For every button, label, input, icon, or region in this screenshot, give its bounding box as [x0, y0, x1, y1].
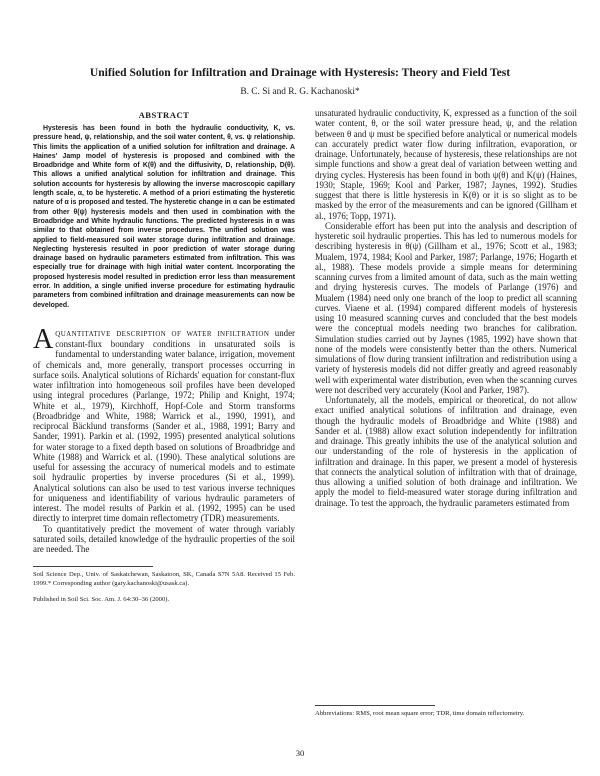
abstract-text: Hysteresis has been found in both the hydraulic conductivity, K, vs. pressure head, ψ, relationship, and the soil water content, θ, vs. ψ relationship. This limits the application of a unified solution for infiltration and drainage. A Haines' Jamp model of hysteresis is proposed and combined with the Broadbridge and White form of K(θ) and the diffusivity, D, relationship, D(θ). This allows a unified analytical solution for infiltration and drainage. This solution accounts for hysteresis by allowing the inverse macroscopic capillary length scale, α, to be hysteretic. A method of a priori estimating the hysteretic nature of α is proposed and tested. The hysteretic change in α can be estimated from other θ(ψ) hysteresis models and then used in combination with the Broadbridge and White hydraulic functions. The predicted hysteresis in α was similar to that obtained from inverse procedures. The unified solution was applied to field-measured soil water storage during infiltration and drainage. Neglecting hysteresis resulted in poor prediction of water storage during drainage based on hydraulic parameters estimated from infiltration. This was especially true for drainage with high initial water content. Incorporating the proposed hysteresis model resulted in prediction error less than measurement error. In addition, a single unified inverse procedure for estimating hydraulic parameters from combined infiltration and drainage measurements can now be developed. [33, 125, 295, 309]
abbreviations-divider [315, 705, 435, 706]
abstract-heading: ABSTRACT [138, 110, 190, 120]
intro-section [33, 323, 295, 555]
intro-paragraph-1 [33, 323, 295, 524]
right-paragraph-3: Unfortunately, all the models, empirical or theoretical, do not allow exact unified analytical solutions of infiltration and drainage, even though the hydraulic models of Broadbridge and White (1988) and Sander et al. (1988) allow exact solution independently for infiltration and drainage. This greatly inhibits the use of the analytical solution and our understanding of the role of hysteresis in the application of infiltration and drainage. In this paper, we present a model of hysteresis that connects the analytical solution of infiltration with that of drainage, thus allowing a unified solution of both drainage and infiltration. We apply the model to field-measured water storage during infiltration and drainage. To test the approach, the hydraulic parameters estimated from [315, 395, 577, 508]
right-paragraph-2: Considerable effort has been put into the analysis and description of hysteretic soil hydraulic properties. This has led to numerous models for describing hysteresis in θ(ψ) (Gillham et al., 1976; Scott et al., 1983; Mualem, 1974, 1984; Kool and Parker, 1987; Parlange, 1976; Hogarth et al., 1988). These models provide a simple means for determining scanning curves from a limited amount of data, such as the main wetting and drying hysteresis curves. The models of Parlange (1976) and Mualem (1984) need only one branch of the loop to predict all scanning curves. Viaene et al. (1994) compared different models of hysteresis using 10 measured scanning curves and concluded that the best models were the conceptual models needing two branches for calibration. Simulation studies carried out by Jaynes (1985, 1992) have shown that none of the models were consistently better than the others. Numerical simulations of flow during transient infiltration and redistribution using a variety of hysteresis models did not differ greatly and agreed reasonably well with experimental water distribution, even when the scanning curves were not described very accurately (Kool and Parker, 1987). [315, 220, 577, 395]
author-line: B. C. Si and R. G. Kachanoski* [240, 87, 360, 97]
footnote-divider [33, 566, 153, 567]
drop-cap: A [33, 323, 54, 355]
paper-title: Unified Solution for Infiltration and Drainage with Hysteresis: Theory and Field Test [89, 66, 511, 79]
left-column [33, 110, 295, 603]
intro-paragraph-2: To quantitatively predict the movement of water through variably saturated soils, detailed knowledge of the hydraulic properties of the soil are needed. The [33, 523, 295, 555]
affiliation-footnote: Soil Science Dep., Univ. of Saskatchewan, Saskatoon, SK, Canada S7N 5A8. Received 15 Feb. 1999.* Corresponding author (gary.kachanoski@usask.ca). [33, 571, 295, 587]
intro-paragraph-1-text: under constant-flux boundary conditions in unsaturated soils is fundamental to understanding water balance, irrigation, movement of chemicals and, more generally, transport processes occurring in surface soils. Analytical solutions of Richards' equation for constant-flux water infiltration into homogeneous soil profiles have been developed using integral procedures (Parlange, 1972; Philip and Knight, 1974; White et al., 1979), Kirchhoff, Hopf-Cole and Storm transforms (Broadbridge and White, 1988; Warrick et al., 1990, 1991), and reciprocal Bäcklund transforms (Sander et al., 1988, 1991; Barry and Sander, 1991). Parkin et al. (1992, 1995) presented analytical solutions for water storage to a fixed depth based on solutions of Broadbridge and White (1988) and Warrick et al. (1990). These analytical solutions are useful for assessing the accuracy of numerical models and to estimate soil hydraulic properties by inverse procedures (Si et al., 1999). Analytical solutions can also be used to test various inverse techniques for uniqueness and identifiability of various hydraulic parameters of interest. The model results of Parkin et al. (1992, 1995) can be used directly to interpret time domain reflectometry (TDR) measurements. [33, 327, 295, 524]
page-number: 30 [295, 748, 305, 758]
abbreviations-note: Abbreviations: RMS, root mean square error; TDR, time domain reflectometry. [315, 710, 525, 717]
right-paragraph-1: unsaturated hydraulic conductivity, K, expressed as a function of the soil water content, θ, or the soil water pressure head, ψ, and the relation between θ and ψ must be specified before analytical or numerical models can accurately predict water flow during infiltration, evaporation, or drainage. Unfortunately, because of hysteresis, these relationships are not simple functions and show a great deal of variation between wetting and drying cycles. Hysteresis has been found in both ψ(θ) and K(ψ) (Haines, 1930; Staple, 1969; Kool and Parker, 1987; Jaynes, 1992). Studies suggest that there is little hysteresis in K(θ) or it is so slight as to be masked by the error of the measurements and can be ignored (Gillham et al., 1976; Topp, 1971). [315, 108, 577, 221]
publication-note: Published in Soil Sci. Soc. Am. J. 64:30–36 (2000). [33, 596, 170, 604]
right-column [315, 108, 577, 508]
lead-in-smallcaps: QUANTITATIVE DESCRIPTION OF WATER INFILTRATION [55, 329, 270, 338]
